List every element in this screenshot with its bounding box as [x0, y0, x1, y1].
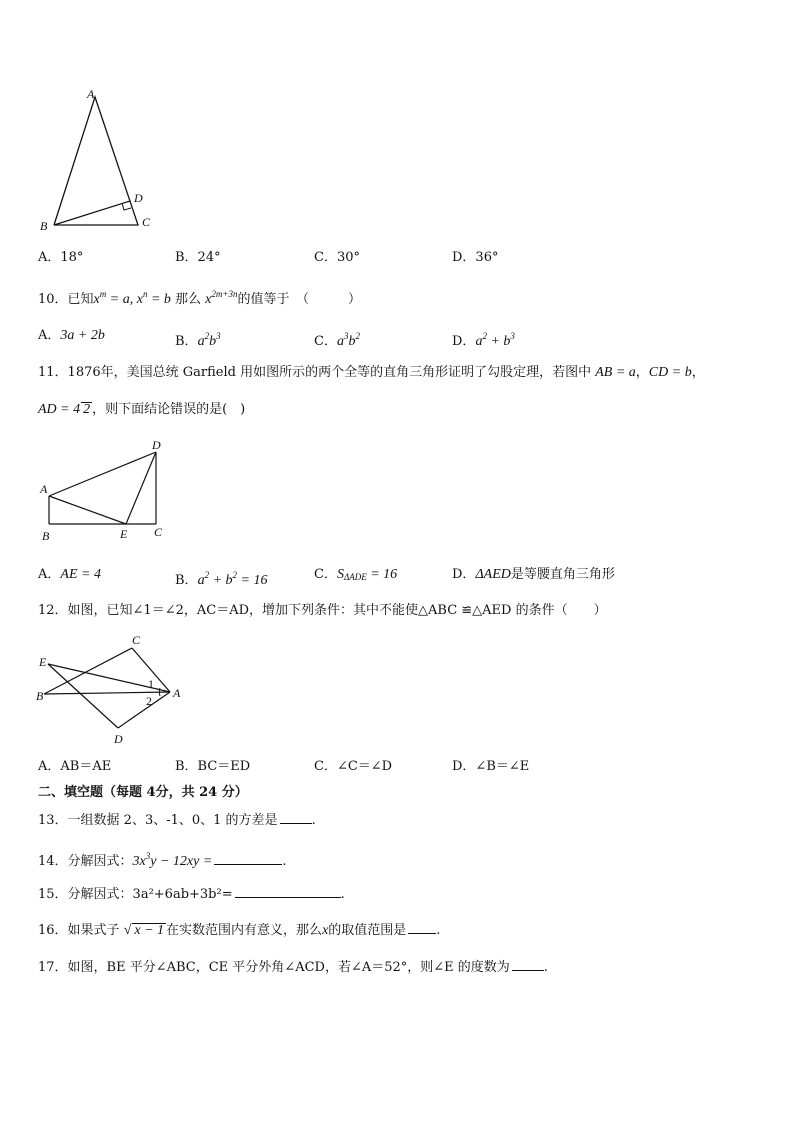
- q12-stem: 12．如图，已知∠1＝∠2，AC＝AD，增加下列条件：其中不能使△ABC ≌△AED 的条件（ ）: [38, 603, 607, 618]
- q12-label-d: D: [114, 732, 123, 746]
- q17: 17．如图，BE 平分∠ABC，CE 平分外角∠ACD，若∠A＝52°，则∠E 的度数为 .: [38, 956, 548, 978]
- q14: 14．分解因式：$3x^3y - 12xy$ = .: [38, 851, 287, 869]
- q11-label-a: A: [40, 482, 48, 496]
- q9-right-angle-mark: [122, 203, 131, 210]
- q12-option-a[interactable]: A．AB＝AE: [38, 759, 112, 774]
- q10-stem: 10．已知$x^m = a$, $x^n = b$ 那么 $x^{2m+3n}$的值等于 （ ）: [38, 289, 361, 307]
- q13: 13．一组数据 2、3、-1、0、1 的方差是 .: [38, 809, 316, 831]
- q12-label-angle2: 2: [146, 694, 152, 708]
- q15: 15．分解因式：3a²+6ab+3b²= .: [38, 883, 345, 905]
- q9-label-c: C: [142, 215, 151, 229]
- q11-segment-ae: [49, 496, 126, 524]
- q9-triangle-figure: [36, 86, 166, 236]
- q16-answer-blank[interactable]: [408, 919, 436, 934]
- q9-segment-bd: [54, 201, 130, 225]
- q13-answer-blank[interactable]: [280, 809, 312, 824]
- q17-answer-blank[interactable]: [512, 956, 544, 971]
- q12-option-b[interactable]: B．BC＝ED: [175, 759, 251, 774]
- q11-option-a[interactable]: A．AE = 4: [38, 567, 101, 582]
- q11-label-e: E: [120, 527, 128, 541]
- q11-trapezoid-figure: [36, 436, 176, 548]
- section-heading-fill-in: 二、填空题（每题 4分，共 24 分）: [38, 785, 248, 800]
- q10-option-d[interactable]: D．$a^2 + b^3$: [452, 331, 515, 349]
- q11-option-c[interactable]: C．$S_{\Delta ADE} = 16$: [314, 567, 398, 582]
- q12-figure: [36, 630, 186, 748]
- q12-segment-bc: [44, 648, 132, 694]
- q11-option-b[interactable]: B．$a^2 + b^2 = 16$: [175, 570, 268, 588]
- q15-answer-blank[interactable]: [235, 883, 341, 898]
- q10-option-a[interactable]: A．3a + 2b: [38, 328, 105, 343]
- q12-label-e: E: [39, 655, 47, 669]
- q12-label-b: B: [36, 689, 44, 703]
- q11-label-b: B: [42, 529, 50, 543]
- q10-option-b[interactable]: B．$a^2b^3$: [175, 331, 221, 349]
- q11-stem-line1: 11．1876年，美国总统 Garfield 用如图所示的两个全等的直角三角形证明了勾股定理，若图中 AB = a，CD = b，: [38, 365, 705, 380]
- q11-label-d: D: [152, 438, 161, 452]
- q12-label-angle1: 1: [148, 677, 154, 691]
- q12-label-c: C: [132, 633, 141, 647]
- q9-label-a: A: [87, 87, 95, 101]
- q9-option-a[interactable]: A．18°: [38, 250, 84, 265]
- q11-option-d[interactable]: D．ΔAED是等腰直角三角形: [452, 567, 615, 582]
- q11-label-c: C: [154, 525, 163, 539]
- q9-option-d[interactable]: D．36°: [452, 250, 499, 265]
- q12-segment-da: [118, 692, 170, 728]
- q9-label-b: B: [40, 219, 48, 233]
- q9-option-c[interactable]: C．30°: [314, 250, 360, 265]
- q9-triangle-abc: [54, 97, 138, 225]
- q14-answer-blank[interactable]: [214, 850, 282, 865]
- q12-option-c[interactable]: C．∠C＝∠D: [314, 759, 393, 774]
- q10-option-c[interactable]: C．$a^3b^2$: [314, 331, 360, 349]
- q16: 16．如果式子 √ x − 1 在实数范围内有意义，那么x的取值范围是 .: [38, 919, 440, 941]
- q9-option-b[interactable]: B．24°: [175, 250, 221, 265]
- q12-option-d[interactable]: D．∠B＝∠E: [452, 759, 530, 774]
- q9-label-d: D: [134, 191, 143, 205]
- q11-stem-line2: AD = 4 2 ，则下面结论错误的是( ): [38, 402, 246, 417]
- q12-label-a: A: [173, 686, 181, 700]
